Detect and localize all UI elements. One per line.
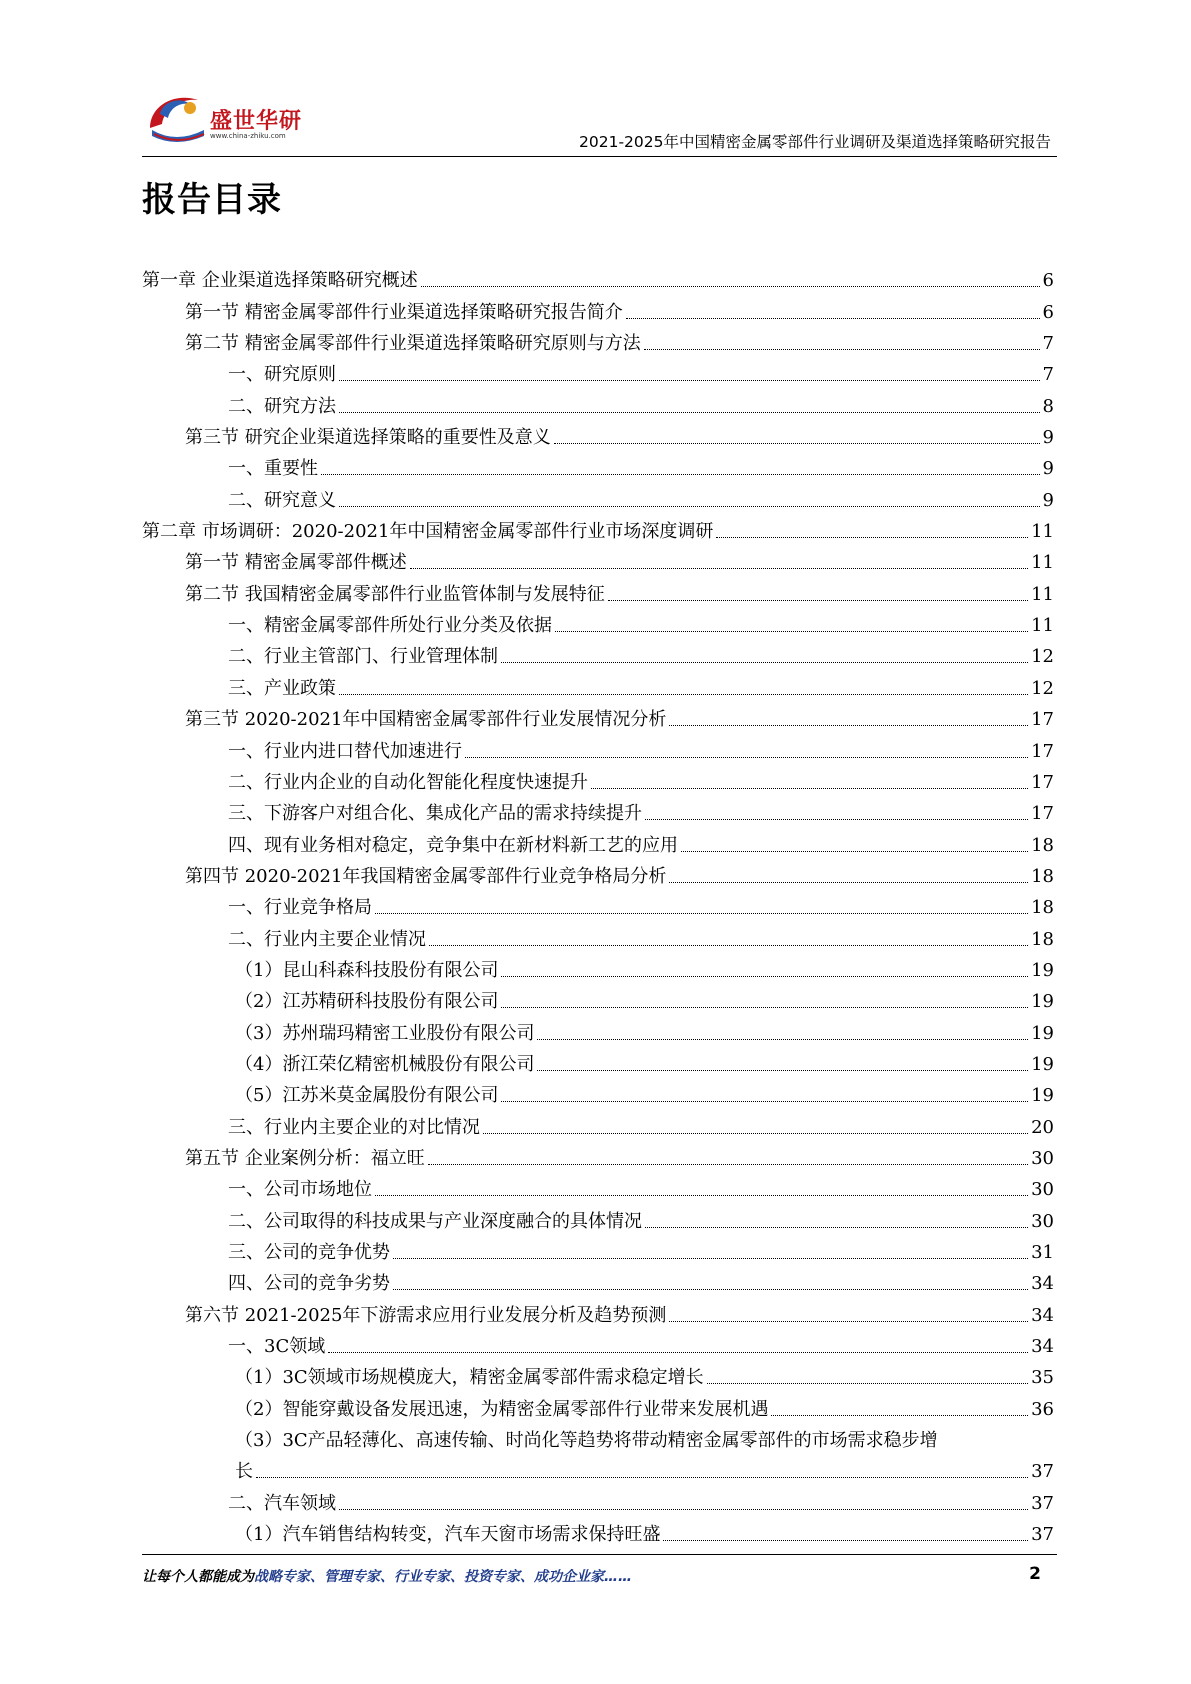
footer-divider xyxy=(142,1554,1057,1555)
table-of-contents xyxy=(142,262,1054,1547)
toc-entry[interactable] xyxy=(142,575,1054,606)
toc-entry[interactable] xyxy=(142,1328,1054,1359)
toc-entry-page: 7 xyxy=(1042,364,1054,386)
toc-entry-label: 四、公司的竞争劣势 xyxy=(228,1273,390,1295)
toc-leader xyxy=(339,506,1040,507)
toc-leader xyxy=(339,694,1028,695)
toc-entry[interactable] xyxy=(142,889,1054,920)
toc-leader xyxy=(591,788,1028,789)
document-title: 2021-2025年中国精密金属零部件行业调研及渠道选择策略研究报告 xyxy=(579,133,1051,151)
toc-leader xyxy=(669,882,1028,883)
toc-entry-label: 一、精密金属零部件所处行业分类及依据 xyxy=(228,615,552,637)
toc-entry[interactable] xyxy=(142,1390,1054,1421)
toc-entry-label: 一、行业竞争格局 xyxy=(228,897,372,919)
toc-leader xyxy=(501,1101,1028,1102)
toc-entry-page: 34 xyxy=(1031,1304,1054,1326)
toc-entry-page: 30 xyxy=(1031,1179,1054,1201)
toc-leader xyxy=(501,1007,1028,1008)
toc-entry[interactable] xyxy=(142,293,1054,324)
toc-leader xyxy=(537,1039,1028,1040)
toc-entry-page: 11 xyxy=(1031,521,1054,543)
toc-entry-label: （5）江苏米莫金属股份有限公司 xyxy=(235,1085,499,1107)
toc-leader xyxy=(339,380,1040,381)
toc-entry-label: 第一节 精密金属零部件行业渠道选择策略研究报告简介 xyxy=(185,301,623,323)
toc-entry-page: 19 xyxy=(1031,959,1054,981)
toc-leader xyxy=(421,286,1040,287)
toc-entry[interactable] xyxy=(142,983,1054,1014)
toc-entry-page: 17 xyxy=(1031,740,1054,762)
toc-entry[interactable] xyxy=(142,1077,1054,1108)
toc-entry[interactable] xyxy=(142,1171,1054,1202)
toc-entry-label: （4）浙江荣亿精密机械股份有限公司 xyxy=(235,1053,535,1075)
toc-entry-page: 6 xyxy=(1042,301,1054,323)
toc-entry[interactable] xyxy=(142,1014,1054,1045)
toc-leader xyxy=(669,1321,1028,1322)
toc-entry-label: 一、3C领域 xyxy=(228,1336,326,1358)
toc-entry-label: 第四节 2020-2021年我国精密金属零部件行业竞争格局分析 xyxy=(185,865,667,887)
toc-entry[interactable] xyxy=(142,952,1054,983)
toc-entry[interactable] xyxy=(142,795,1054,826)
toc-entry-label: （3）苏州瑞玛精密工业股份有限公司 xyxy=(235,1022,535,1044)
toc-entry-label: （1）汽车销售结构转变，汽车天窗市场需求保持旺盛 xyxy=(235,1524,661,1546)
toc-leader xyxy=(328,1352,1028,1353)
toc-entry[interactable] xyxy=(142,1359,1054,1390)
slogan-prefix: 让每个人都能成为 xyxy=(142,1569,254,1585)
toc-entry[interactable] xyxy=(142,1516,1054,1547)
toc-entry-page: 19 xyxy=(1031,1022,1054,1044)
toc-leader xyxy=(501,976,1028,977)
toc-entry[interactable] xyxy=(142,732,1054,763)
toc-entry[interactable] xyxy=(142,1108,1054,1139)
toc-entry-page: 9 xyxy=(1042,458,1054,480)
toc-entry-page: 37 xyxy=(1031,1461,1054,1483)
toc-entry-page: 20 xyxy=(1031,1116,1054,1138)
toc-entry-label: 第二节 我国精密金属零部件行业监管体制与发展特征 xyxy=(185,583,605,605)
toc-entry-page: 9 xyxy=(1042,427,1054,449)
toc-entry-label: 第五节 企业案例分析：福立旺 xyxy=(185,1147,425,1169)
toc-entry-page: 35 xyxy=(1031,1367,1054,1389)
toc-entry[interactable] xyxy=(142,1422,1054,1453)
toc-entry[interactable] xyxy=(142,356,1054,387)
toc-entry-page: 12 xyxy=(1031,677,1054,699)
toc-entry-label: 第三节 研究企业渠道选择策略的重要性及意义 xyxy=(185,427,551,449)
toc-entry-page: 9 xyxy=(1042,489,1054,511)
toc-entry-label: 一、行业内进口替代加速进行 xyxy=(228,740,462,762)
toc-entry-label: 三、产业政策 xyxy=(228,677,336,699)
toc-entry-label: （2）江苏精研科技股份有限公司 xyxy=(235,991,499,1013)
toc-entry-page: 11 xyxy=(1031,552,1054,574)
toc-entry[interactable] xyxy=(142,1046,1054,1077)
toc-entry-label: 二、公司取得的科技成果与产业深度融合的具体情况 xyxy=(228,1210,642,1232)
toc-entry[interactable] xyxy=(142,387,1054,418)
toc-leader xyxy=(663,1540,1028,1541)
toc-leader xyxy=(410,568,1028,569)
toc-entry[interactable] xyxy=(142,325,1054,356)
toc-entry-page: 30 xyxy=(1031,1147,1054,1169)
toc-entry[interactable] xyxy=(142,1234,1054,1265)
toc-entry[interactable] xyxy=(142,1296,1054,1327)
toc-entry-page: 36 xyxy=(1031,1398,1054,1420)
toc-entry[interactable] xyxy=(142,607,1054,638)
toc-entry-page: 8 xyxy=(1042,395,1054,417)
toc-entry-label: 四、现有业务相对稳定，竞争集中在新材料新工艺的应用 xyxy=(228,834,678,856)
toc-entry-page: 17 xyxy=(1031,771,1054,793)
toc-leader xyxy=(393,1258,1028,1259)
toc-leader xyxy=(256,1477,1028,1478)
toc-entry[interactable] xyxy=(142,513,1054,544)
toc-entry-page: 34 xyxy=(1031,1336,1054,1358)
toc-entry[interactable] xyxy=(142,764,1054,795)
toc-entry-label: 第六节 2021-2025年下游需求应用行业发展分析及趋势预测 xyxy=(185,1304,667,1326)
toc-entry-page: 18 xyxy=(1031,897,1054,919)
toc-leader xyxy=(707,1383,1028,1384)
toc-entry-page: 6 xyxy=(1042,270,1054,292)
toc-leader xyxy=(428,1164,1028,1165)
toc-leader xyxy=(608,600,1028,601)
toc-leader xyxy=(501,662,1028,663)
toc-entry-label: 三、行业内主要企业的对比情况 xyxy=(228,1116,480,1138)
toc-entry-label: 第三节 2020-2021年中国精密金属零部件行业发展情况分析 xyxy=(185,709,667,731)
toc-entry[interactable] xyxy=(142,920,1054,951)
toc-entry-page: 19 xyxy=(1031,1053,1054,1075)
toc-leader xyxy=(554,443,1040,444)
toc-entry-label: 第一章 企业渠道选择策略研究概述 xyxy=(142,270,418,292)
toc-entry-page: 19 xyxy=(1031,991,1054,1013)
toc-entry-page: 11 xyxy=(1031,583,1054,605)
toc-entry[interactable] xyxy=(142,701,1054,732)
toc-entry[interactable] xyxy=(142,450,1054,481)
logo-url: www.china-zhiku.com xyxy=(210,132,286,140)
toc-entry-page: 17 xyxy=(1031,803,1054,825)
toc-leader xyxy=(537,1070,1028,1071)
toc-leader xyxy=(465,757,1028,758)
toc-entry-page: 11 xyxy=(1031,615,1054,637)
toc-leader xyxy=(716,537,1028,538)
slogan-highlight: 战略专家、管理专家、行业专家、投资专家、成功企业家…… xyxy=(254,1569,632,1585)
toc-entry-label: 二、研究方法 xyxy=(228,395,336,417)
toc-entry-label: 三、下游客户对组合化、集成化产品的需求持续提升 xyxy=(228,803,642,825)
toc-leader xyxy=(375,913,1028,914)
toc-entry-label: 第二章 市场调研：2020-2021年中国精密金属零部件行业市场深度调研 xyxy=(142,521,714,543)
toc-entry-page: 18 xyxy=(1031,928,1054,950)
toc-entry[interactable] xyxy=(142,544,1054,575)
toc-entry-label: 一、研究原则 xyxy=(228,364,336,386)
toc-leader xyxy=(771,1415,1028,1416)
toc-entry[interactable] xyxy=(142,1265,1054,1296)
toc-entry-page: 7 xyxy=(1042,333,1054,355)
toc-entry-label: 二、行业主管部门、行业管理体制 xyxy=(228,646,498,668)
toc-leader xyxy=(339,412,1040,413)
toc-entry-page: 31 xyxy=(1031,1242,1054,1263)
toc-entry-label: 一、重要性 xyxy=(228,458,318,480)
toc-leader xyxy=(644,349,1040,350)
toc-entry[interactable] xyxy=(142,1140,1054,1171)
toc-entry[interactable] xyxy=(142,669,1054,700)
toc-leader xyxy=(626,318,1040,319)
toc-leader xyxy=(429,945,1028,946)
toc-entry[interactable] xyxy=(142,826,1054,857)
toc-leader xyxy=(483,1133,1028,1134)
toc-leader xyxy=(393,1289,1028,1290)
toc-leader xyxy=(339,1509,1028,1510)
toc-leader xyxy=(375,1195,1028,1196)
toc-entry-label: （1）昆山科森科技股份有限公司 xyxy=(235,959,499,981)
toc-entry-label: 二、行业内主要企业情况 xyxy=(228,928,426,950)
header-divider xyxy=(142,156,1057,157)
toc-leader xyxy=(645,819,1028,820)
logo-name: 盛世华研 xyxy=(210,109,303,134)
toc-leader xyxy=(321,474,1040,475)
toc-entry[interactable] xyxy=(142,1202,1054,1233)
toc-entry[interactable] xyxy=(142,419,1054,450)
toc-entry[interactable] xyxy=(142,481,1054,512)
toc-entry[interactable] xyxy=(142,1453,1054,1484)
toc-leader xyxy=(555,631,1028,632)
toc-entry[interactable] xyxy=(142,1484,1054,1515)
toc-entry-label: 第一节 精密金属零部件概述 xyxy=(185,552,407,574)
toc-entry[interactable] xyxy=(142,262,1054,293)
toc-entry-label: 二、汽车领域 xyxy=(228,1492,336,1514)
toc-entry-page: 37 xyxy=(1031,1524,1054,1546)
toc-entry-label: 三、公司的竞争优势 xyxy=(228,1242,390,1263)
toc-leader xyxy=(681,851,1028,852)
page-number: 2 xyxy=(1029,1564,1041,1584)
toc-entry-label: 二、行业内企业的自动化智能化程度快速提升 xyxy=(228,771,588,793)
toc-entry-page: 17 xyxy=(1031,709,1054,731)
toc-entry-page: 18 xyxy=(1031,865,1054,887)
toc-entry-page: 37 xyxy=(1031,1492,1054,1514)
page-title: 报告目录 xyxy=(142,180,282,220)
footer-slogan xyxy=(142,1566,632,1586)
toc-entry-page: 34 xyxy=(1031,1273,1054,1295)
toc-entry[interactable] xyxy=(142,638,1054,669)
toc-entry-label: 长 xyxy=(235,1461,253,1483)
toc-entry-label: （2）智能穿戴设备发展迅速，为精密金属零部件行业带来发展机遇 xyxy=(235,1398,769,1420)
toc-entry-label: （3）3C产品轻薄化、高速传输、时尚化等趋势将带动精密金属零部件的市场需求稳步增 xyxy=(235,1430,938,1452)
toc-entry-page: 12 xyxy=(1031,646,1054,668)
toc-entry-page: 30 xyxy=(1031,1210,1054,1232)
toc-entry[interactable] xyxy=(142,858,1054,889)
toc-entry-label: （1）3C领域市场规模庞大，精密金属零部件需求稳定增长 xyxy=(235,1367,704,1389)
toc-entry-label: 一、公司市场地位 xyxy=(228,1179,372,1201)
toc-entry-label: 第二节 精密金属零部件行业渠道选择策略研究原则与方法 xyxy=(185,333,641,355)
toc-leader xyxy=(669,725,1028,726)
toc-entry-page: 19 xyxy=(1031,1085,1054,1107)
toc-entry-page: 18 xyxy=(1031,834,1054,856)
toc-leader xyxy=(645,1227,1028,1228)
toc-entry-label: 二、研究意义 xyxy=(228,489,336,511)
